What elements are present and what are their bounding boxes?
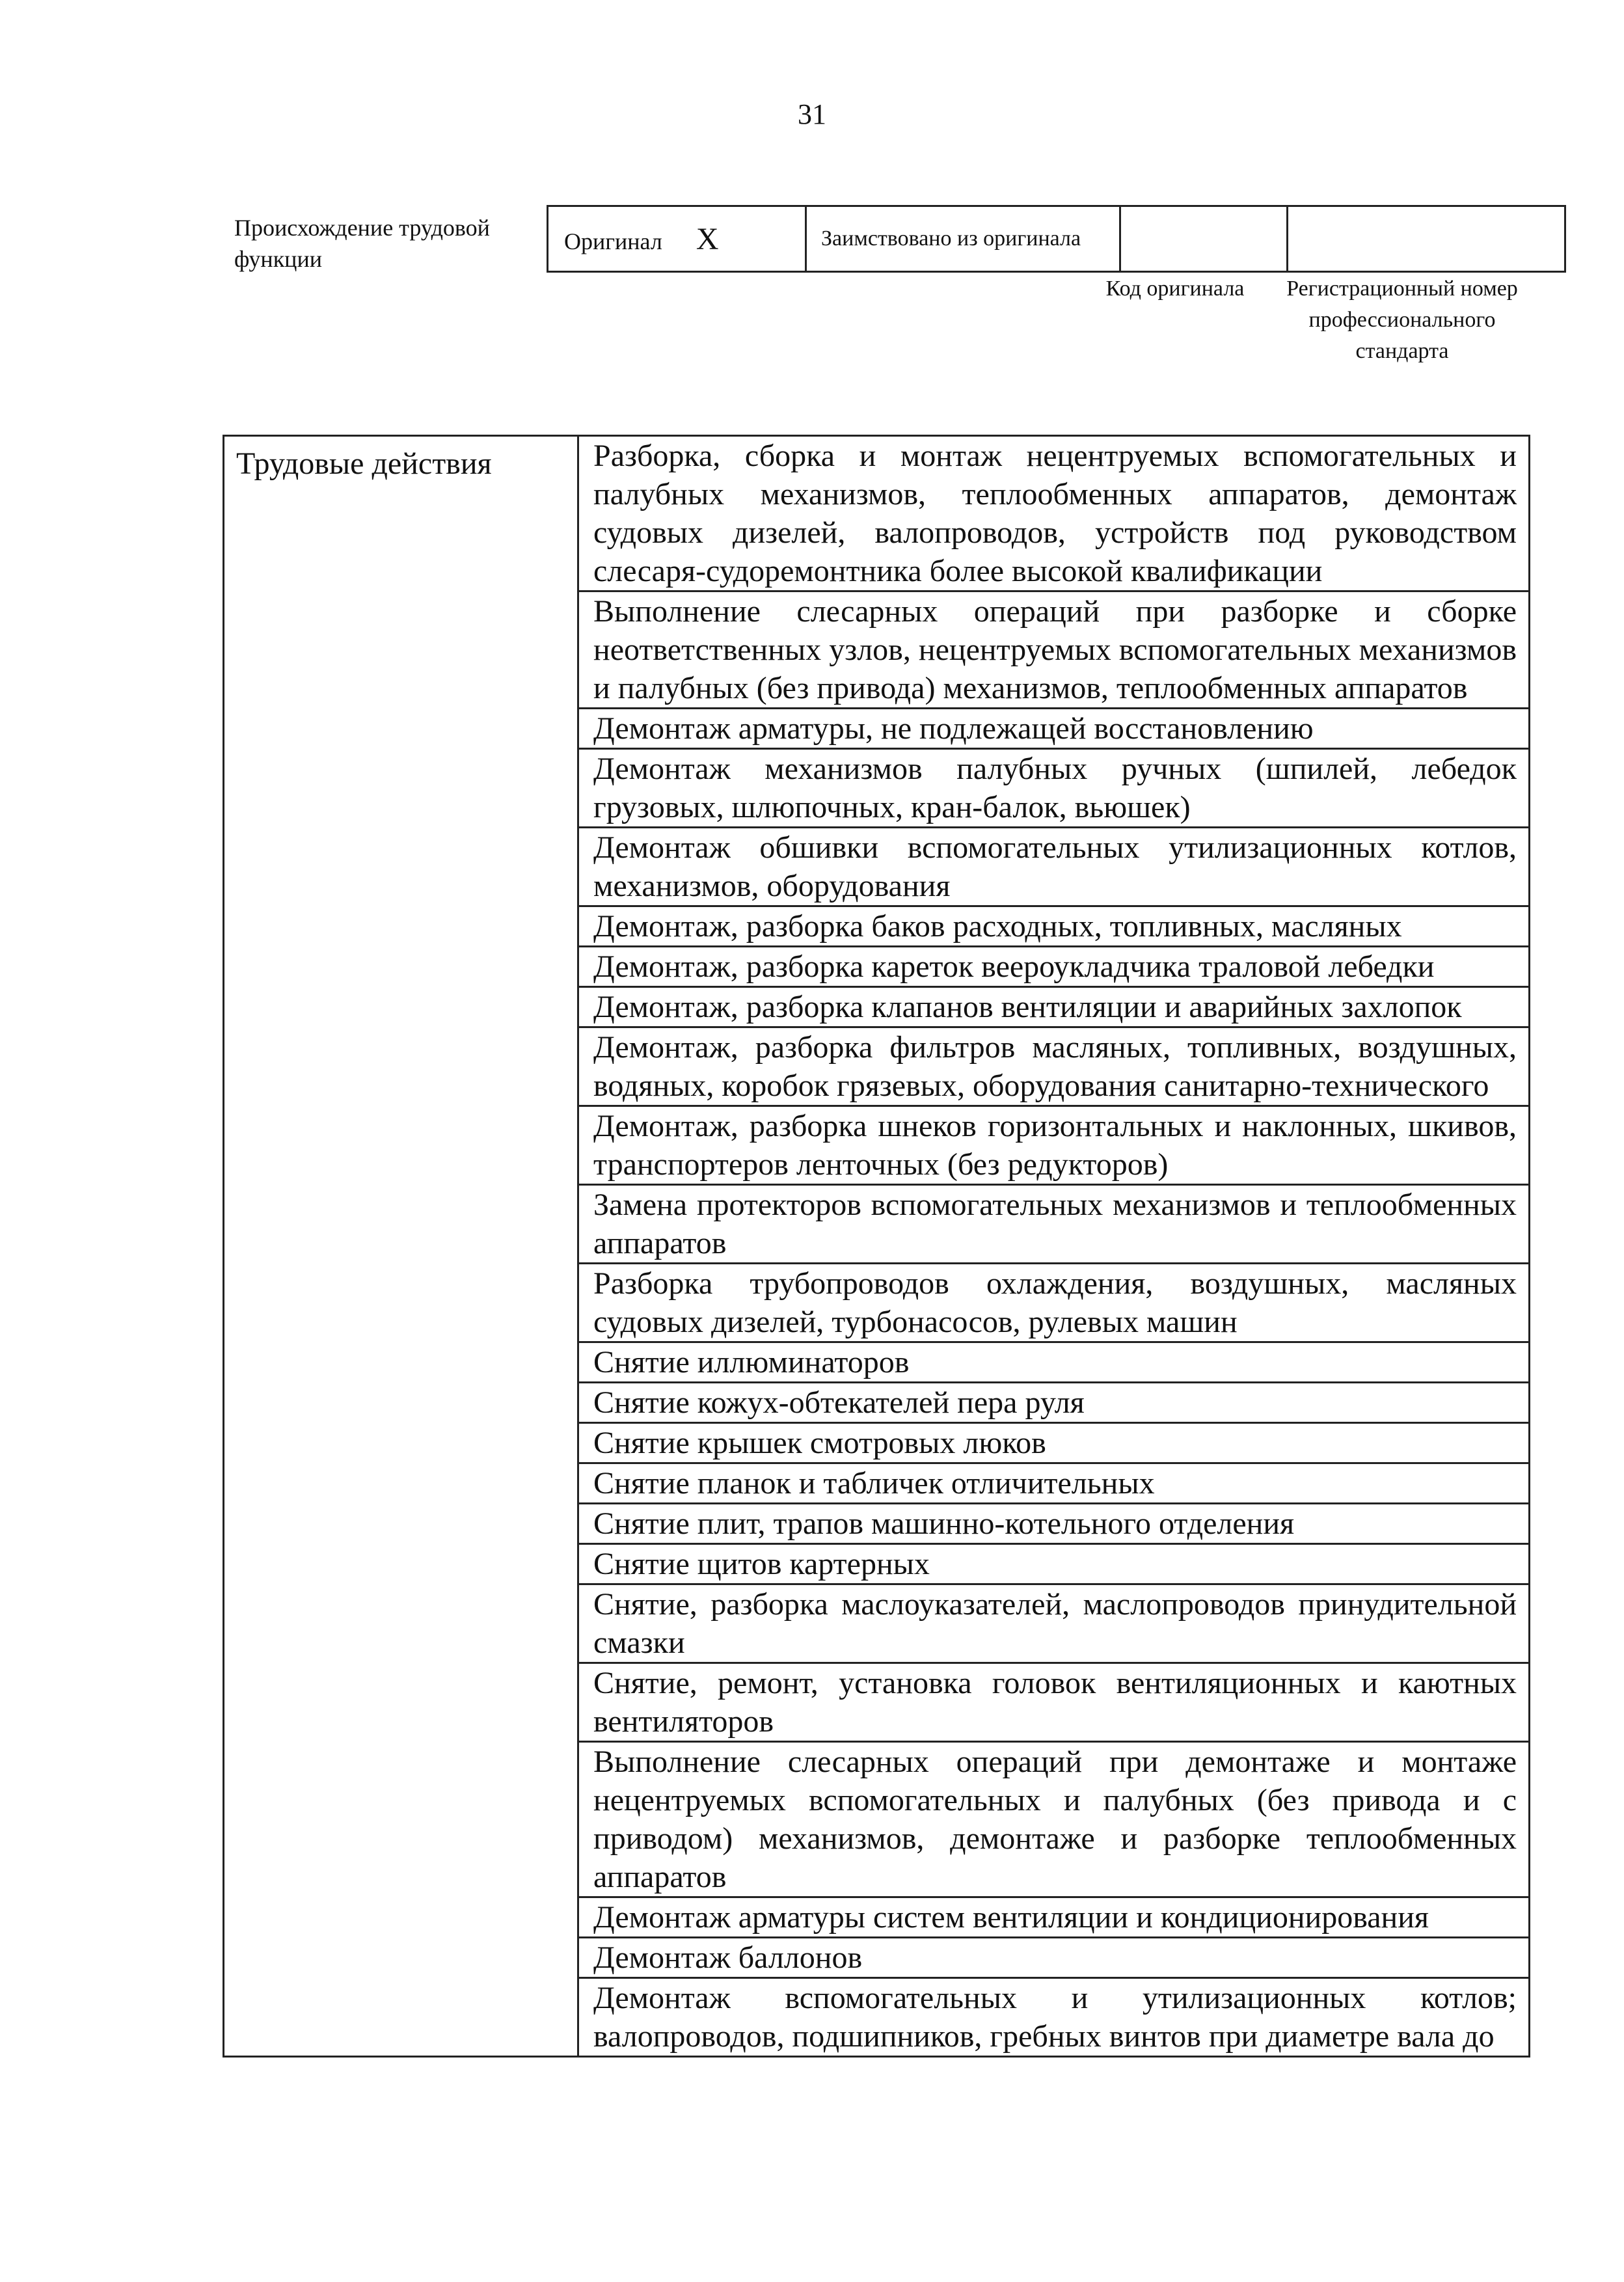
reg-number-caption: Регистрационный номер профессионального стандарта (1286, 277, 1518, 363)
action-item: Снятие, разборка маслоуказателей, маслопроводов принудительной смазки (578, 1584, 1530, 1663)
reg-number-cell (1288, 206, 1565, 272)
action-item: Снятие, ремонт, установка головок вентиляционных и каютных вентиляторов (578, 1663, 1530, 1742)
origin-label: Происхождение трудовой функции (234, 215, 490, 272)
action-item: Замена протекторов вспомогательных механизмов и теплообменных аппаратов (578, 1185, 1530, 1264)
action-item: Снятие крышек смотровых люков (578, 1423, 1530, 1463)
action-item: Демонтаж механизмов палубных ручных (шпилей, лебедок грузовых, шлюпочных, кран-балок, вьюшек) (578, 749, 1530, 828)
action-item: Демонтаж баллонов (578, 1938, 1530, 1978)
action-item: Демонтаж, разборка фильтров масляных, топливных, воздушных, водяных, коробок грязевых, оборудования санитарно-технического (578, 1027, 1530, 1106)
action-item: Демонтаж арматуры систем вентиляции и кондиционирования (578, 1897, 1530, 1938)
action-item: Демонтаж, разборка кареток веероукладчика траловой лебедки (578, 947, 1530, 987)
action-item: Снятие планок и табличек отличительных (578, 1463, 1530, 1504)
page-number: 31 (798, 98, 826, 130)
original-mark: X (696, 221, 719, 256)
action-row (224, 436, 1530, 591)
action-item: Выполнение слесарных операций при демонтаже и монтаже нецентруемых вспомогательных и палубных (без привода и с приводом) механизмов, демонтаже и разборке теплообменных аппаратов (578, 1742, 1530, 1897)
labor-actions-heading: Трудовые действия (224, 436, 578, 2057)
labor-actions-table (223, 435, 1530, 2058)
action-item: Демонтаж обшивки вспомогательных утилизационных котлов, механизмов, оборудования (578, 828, 1530, 906)
code-cell (1120, 206, 1288, 272)
action-item: Демонтаж вспомогательных и утилизационных котлов; валопроводов, подшипников, гребных винтов при диаметре вала до (578, 1978, 1530, 2057)
action-item: Снятие кожух-обтекателей пера руля (578, 1383, 1530, 1423)
action-item: Демонтаж арматуры, не подлежащей восстановлению (578, 709, 1530, 749)
action-item: Демонтаж, разборка шнеков горизонтальных и наклонных, шкивов, транспортеров ленточных (без редукторов) (578, 1106, 1530, 1185)
origin-table (547, 205, 1566, 273)
borrowed-label: Заимствовано из оригинала (821, 226, 1081, 251)
original-label: Оригинал (564, 228, 662, 254)
action-item: Снятие иллюминаторов (578, 1342, 1530, 1383)
action-item: Демонтаж, разборка клапанов вентиляции и аварийных захлопок (578, 987, 1530, 1027)
action-item: Демонтаж, разборка баков расходных, топливных, масляных (578, 906, 1530, 947)
borrowed-cell (806, 206, 1120, 272)
action-item: Снятие щитов картерных (578, 1544, 1530, 1584)
action-item: Разборка трубопроводов охлаждения, воздушных, масляных судовых дизелей, турбонасосов, рулевых машин (578, 1264, 1530, 1342)
original-cell (548, 206, 806, 272)
action-item: Разборка, сборка и монтаж нецентруемых вспомогательных и палубных механизмов, теплообменных аппаратов, демонтаж судовых дизелей, валопроводов, устройств под руководством слесаря-судоремонтника более высокой квалификации (578, 436, 1530, 591)
action-item: Снятие плит, трапов машинно-котельного отделения (578, 1504, 1530, 1544)
code-caption: Код оригинала (1105, 277, 1245, 301)
action-item: Выполнение слесарных операций при разборке и сборке неответственных узлов, нецентруемых вспомогательных механизмов и палубных (без привода) механизмов, теплообменных аппаратов (578, 591, 1530, 709)
